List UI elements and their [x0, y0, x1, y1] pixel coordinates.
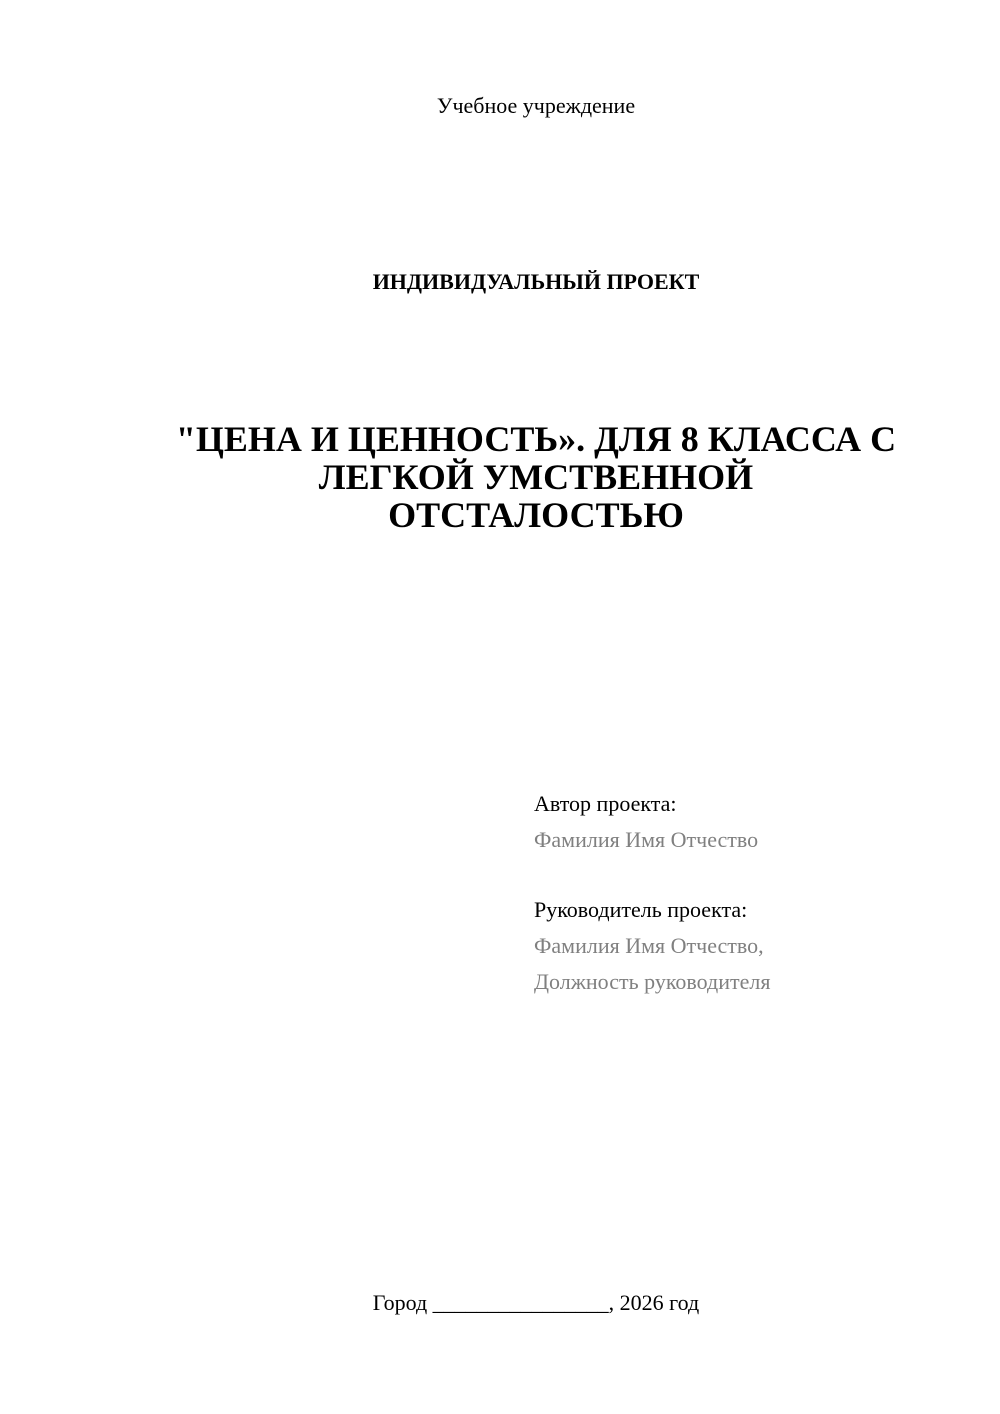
project-title-line-3: ОТСТАЛОСТЬЮ — [388, 495, 684, 535]
author-block — [534, 786, 974, 858]
project-title — [140, 420, 932, 534]
supervisor-name: Фамилия Имя Отчество, — [534, 933, 764, 958]
city-year-footer: Город ________________, 2026 год — [372, 1290, 700, 1315]
supervisor-label: Руководитель проекта: — [534, 897, 748, 922]
project-title-line-1: "ЦЕНА И ЦЕННОСТЬ». ДЛЯ 8 КЛАССА С — [175, 419, 897, 459]
supervisor-position: Должность руководителя — [534, 969, 771, 994]
document-type: ИНДИВИДУАЛЬНЫЙ ПРОЕКТ — [372, 269, 700, 294]
supervisor-block — [534, 892, 974, 1000]
author-name: Фамилия Имя Отчество — [534, 827, 759, 852]
project-title-line-2: ЛЕГКОЙ УМСТВЕННОЙ — [318, 457, 754, 497]
author-label: Автор проекта: — [534, 791, 677, 816]
institution-name: Учебное учреждение — [436, 93, 636, 118]
